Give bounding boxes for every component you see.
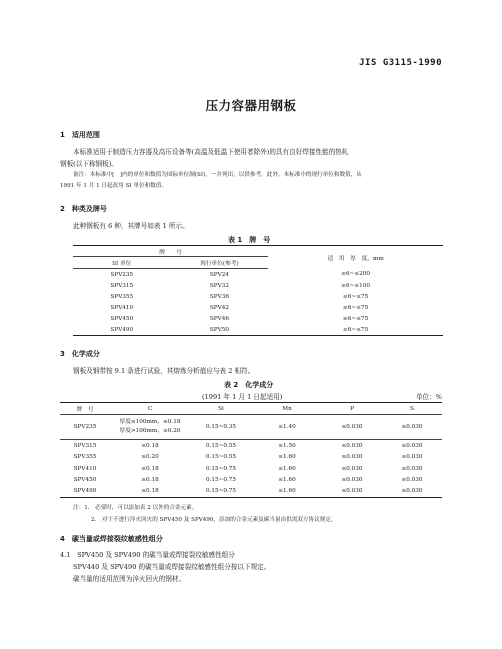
- t2-cell: SPV490: [73, 488, 97, 495]
- t1-cell: SPV42: [209, 304, 229, 311]
- table-row: [73, 280, 443, 291]
- table-row: [60, 415, 442, 440]
- t1-header-current: 现行单位(参考): [171, 257, 269, 269]
- t2-cell: 0.15~0.55: [205, 454, 237, 461]
- table-row: [60, 474, 442, 485]
- t1-cell: SPV36: [209, 293, 229, 300]
- t2-cell: SPV315: [60, 440, 110, 452]
- t2-cell: ≤0.18: [141, 476, 159, 483]
- t2-cell: SPV355: [73, 454, 97, 461]
- t2-cell: ≤1.50: [252, 440, 322, 452]
- t2-cell: ≤0.18: [141, 488, 159, 495]
- t2-header-c: C: [110, 403, 190, 415]
- table-row: [73, 291, 443, 302]
- t1-cell: ≥6~≤75: [343, 293, 369, 300]
- section-1-line-2: 钢板(以下称钢板)。: [60, 160, 118, 168]
- t2-cell: 0.15~0.75: [205, 476, 237, 483]
- table-2-caption: 表 2 化学成分: [224, 381, 274, 389]
- table-row: [73, 313, 443, 324]
- t2-header-si: Si: [190, 403, 252, 415]
- table-row: [73, 302, 443, 313]
- t2-cell: ≤0.030: [401, 424, 423, 431]
- table-2-unit: 单位：%: [415, 393, 442, 401]
- table-1-caption: 表 1 牌 号: [228, 236, 271, 244]
- t1-header-si: SI 单位: [73, 257, 171, 269]
- section-3-text: 钢板及钢带按 9.1 条进行试验，其熔炼分析值应与表 2 相符。: [73, 367, 255, 375]
- section-4-heading: 4 碳当量或焊接裂纹敏感性组分: [60, 535, 163, 543]
- section-4-1-subheading: 4.1 SPV450 及 SPV490 的碳当量或焊接裂纹敏感性组分: [60, 551, 235, 559]
- t1-cell: ≥6~≤200: [341, 271, 371, 278]
- t1-cell: ≥6~≤75: [343, 315, 369, 322]
- section-3-heading: 3 化学成分: [60, 350, 100, 358]
- t2-cell: ≤0.030: [341, 424, 363, 431]
- t1-cell: SPV490: [110, 326, 134, 333]
- section-4-line-2: 碳当量的适用范围为淬火回火的钢材。: [73, 575, 186, 583]
- section-4-line-1: SPV440 及 SPV490 的碳当量或焊接裂纹敏感性组分按以下规定。: [73, 563, 271, 571]
- t2-cell: ≤0.030: [341, 465, 363, 472]
- t2-cell: ≤0.030: [341, 476, 363, 483]
- section-1-line-1: 本标准适用于制造压力容器及高压设备等(高温及低温下使用者除外)的具有良好焊接性能的热轧: [73, 148, 349, 156]
- t2-cell: ≤1.60: [278, 488, 296, 495]
- t2-cell: ≤0.030: [322, 440, 382, 452]
- t2-cell: 0.15~0.55: [190, 440, 252, 452]
- t1-cell: SPV24: [209, 271, 229, 278]
- t2-cell: ≤0.18: [110, 440, 190, 452]
- standard-number: JIS G3115-1990: [359, 58, 442, 68]
- document-title: 压力容器用钢板: [205, 98, 297, 113]
- t2-cell: SPV235: [73, 424, 97, 431]
- t2-cell: ≤1.60: [278, 454, 296, 461]
- t2-cell: ≤1.40: [278, 424, 296, 431]
- t1-cell: SPV355: [110, 293, 134, 300]
- section-2-heading: 2 种类及牌号: [60, 205, 107, 213]
- t2-cell: ≤0.030: [401, 465, 423, 472]
- t1-cell: ≥6~≤75: [343, 304, 369, 311]
- t2-header-mn: Mn: [252, 403, 322, 415]
- t1-cell: ≥6~≤75: [343, 326, 369, 333]
- table-2-note-2: 2. 对于不进行淬火回火的 SPV450 及 SPV490，添加的合金元素及碳当量由供需双方协议规定。: [91, 517, 337, 523]
- section-2-text: 此种钢板有 6 种，其牌号如表 1 所示。: [73, 222, 189, 230]
- t2-cell: ≤1.60: [278, 465, 296, 472]
- table-row: [60, 440, 442, 452]
- t2-cell: ≤1.60: [278, 476, 296, 483]
- table-2-chemistry: [60, 402, 442, 498]
- t2-cell: SPV410: [73, 465, 97, 472]
- t1-cell: ≥6~≤100: [341, 282, 371, 289]
- t1-cell: SPV32: [209, 282, 229, 289]
- table-row: [60, 452, 442, 463]
- t1-header-thickness: 适 用 厚 度，mm: [327, 255, 384, 262]
- t2-cell: 0.15~0.75: [205, 465, 237, 472]
- t2-cell: ≤0.20: [141, 454, 159, 461]
- table-row: [73, 324, 443, 336]
- t2-c-line-2: 厚度>100mm，≤0.20: [119, 428, 181, 435]
- t2-header-s: S: [382, 403, 442, 415]
- table-row: [60, 485, 442, 497]
- t2-cell: ≤0.18: [141, 465, 159, 472]
- t2-c-line-1: 厚度≤100mm，≤0.18: [119, 419, 181, 426]
- table-1-grades: [73, 245, 443, 336]
- t2-cell: ≤0.030: [401, 454, 423, 461]
- section-1-note-2: 1991 年 1 月 1 日起改用 SI 单位和数值。: [60, 183, 167, 189]
- t2-cell: ≤0.030: [401, 488, 423, 495]
- t1-cell: SPV450: [110, 315, 134, 322]
- t2-header-p: P: [322, 403, 382, 415]
- t2-header-grade: 牌 号: [60, 403, 110, 415]
- t2-cell: ≤0.030: [341, 454, 363, 461]
- t1-header-grade: 牌 号: [73, 246, 268, 257]
- t2-cell: ≤0.030: [401, 476, 423, 483]
- t1-cell: SPV235: [110, 271, 134, 278]
- t2-cell: ≤0.030: [341, 488, 363, 495]
- t1-cell: SPV315: [110, 282, 134, 289]
- t1-cell: SPV46: [209, 315, 229, 322]
- table-row: [73, 269, 443, 281]
- t2-cell: 0.15~0.35: [205, 424, 237, 431]
- table-row: [60, 463, 442, 474]
- t2-cell-c-spv235: [110, 415, 190, 440]
- t2-cell: ≤0.030: [382, 440, 442, 452]
- t2-cell: 0.15~0.75: [205, 488, 237, 495]
- t2-cell: SPV450: [73, 476, 97, 483]
- section-1-note-1: 备注：本标准中[ ]内的单位和数值为国际单位制(SI)，一并列出，以供参考。此外，本标准中的现行单位和数值，从: [73, 172, 362, 178]
- table-2-note-1: 注：1. 必要时，可以添加表 2 以外的合金元素。: [73, 505, 198, 511]
- t1-cell: SPV410: [110, 304, 134, 311]
- section-1-heading: 1 适用范围: [60, 131, 100, 139]
- t1-cell: SPV50: [209, 326, 229, 333]
- table-2-subtitle: (1991 年 1 月 1 日起适用): [202, 393, 283, 401]
